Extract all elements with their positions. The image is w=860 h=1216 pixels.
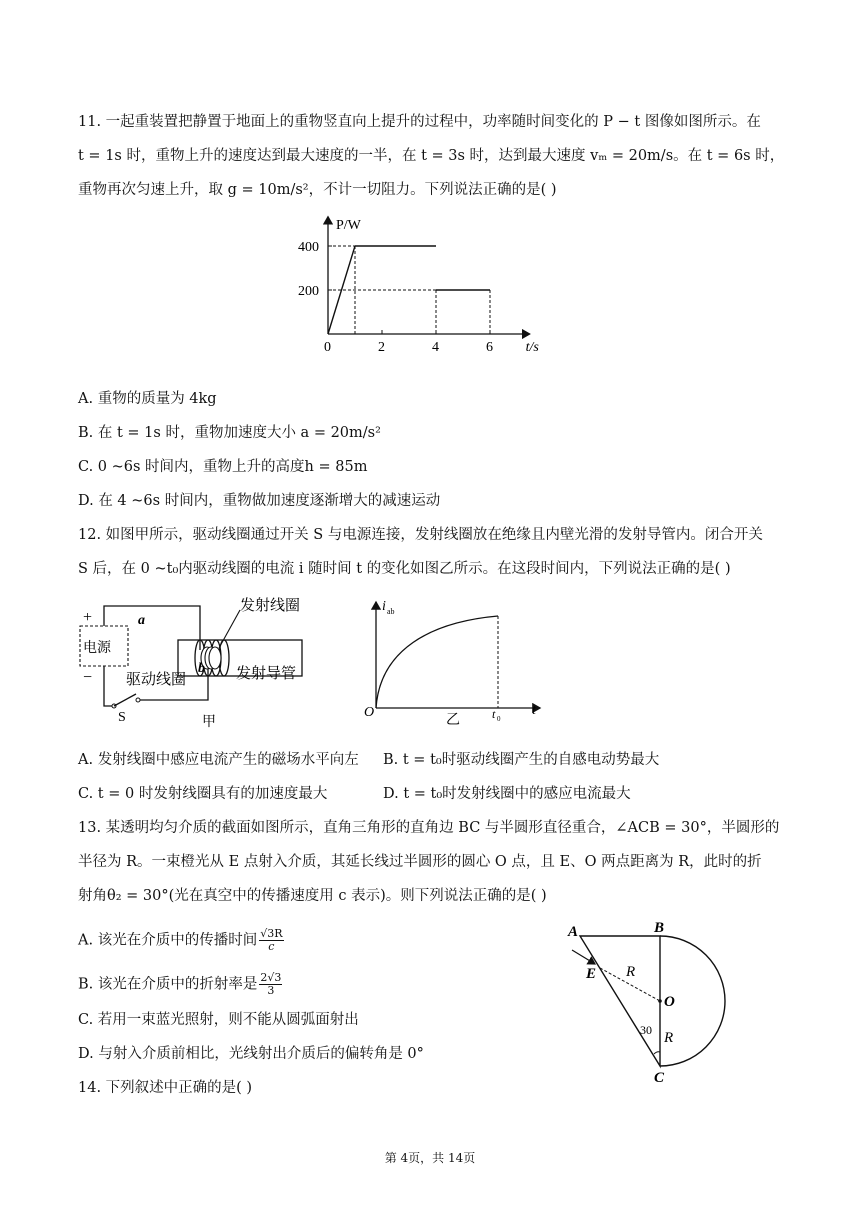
q12-option-b: B. t = t₀时驱动线圈产生的自感电动势最大 <box>383 752 660 768</box>
origin-label: O <box>364 705 375 720</box>
figure-jia-caption: 甲 <box>202 714 216 730</box>
q13-line3: 射角θ₂ = 30°(光在真空中的传播速度用 c 表示)。则下列说法正确的是( ) <box>78 888 547 904</box>
q13-option-b <box>78 972 282 997</box>
launch-coil-label: 发射线圈 <box>240 596 301 614</box>
label-angle-30: 30 <box>640 1023 652 1037</box>
q13-option-b-denominator: 3 <box>267 984 275 997</box>
q13-option-c: C. 若用一束蓝光照射，则不能从圆弧面射出 <box>78 1012 359 1028</box>
launch-coil-pointer <box>219 610 240 648</box>
q13-line2: 半径为 R。一束橙光从 E 点射入介质，其延长线过半圆形的圆心 O 点，且 E、O 两点距离为 R，此时的折 <box>78 854 762 870</box>
label-a: A <box>568 924 579 940</box>
q12-line1: 12. 如图甲所示，驱动线圈通过开关 S 与电源连接，发射线圈放在绝缘且内壁光滑的发射导管内。闭合开关 <box>78 527 763 543</box>
label-o: O <box>664 994 675 1010</box>
q11-line1: 11. 一起重装置把静置于地面上的重物竖直向上提升的过程中，功率随时间变化的 P − t 图像如图所示。在 <box>78 114 761 130</box>
incident-ray <box>572 950 595 964</box>
ylabel-i: i <box>382 599 386 614</box>
q13-option-a-text: A. 该光在介质中的传播时间 <box>78 932 258 949</box>
switch-blade <box>114 694 136 706</box>
drive-coil-label: 驱动线圈 <box>126 670 187 688</box>
label-r2: R <box>664 1030 674 1046</box>
q11-line2: t = 1s 时，重物上升的速度达到最大速度的一半，在 t = 3s 时，达到最大速度 vₘ = 20m/s。在 t = 6s 时， <box>78 148 785 164</box>
q14-line1: 14. 下列叙述中正确的是( ) <box>78 1080 253 1096</box>
ylabel-sub: ab <box>387 607 395 616</box>
q12-option-d: D. t = t₀时发射线圈中的感应电流最大 <box>383 786 631 802</box>
center-o-dot <box>658 999 662 1003</box>
power-time-chart <box>290 196 580 361</box>
y-tick-label: 200 <box>298 284 319 299</box>
x-tick-label: 2 <box>378 340 385 355</box>
y-axis-label: P/W <box>336 217 361 233</box>
t0-label: t <box>492 707 496 721</box>
minus-label: − <box>83 669 93 686</box>
x-tick-label: 4 <box>432 340 439 355</box>
q12-option-a: A. 发射线圈中感应电流产生的磁场水平向左 <box>78 752 359 768</box>
q13-line1: 13. 某透明均匀介质的截面如图所示，直角三角形的直角边 BC 与半圆形直径重合，∠ACB = 30°，半圆形的 <box>78 820 780 836</box>
label-r1: R <box>626 964 636 980</box>
q11-option-d: D. 在 4 ~6s 时间内，重物做加速度逐渐增大的减速运动 <box>78 493 441 509</box>
q13-option-b-numerator: 2√3 <box>260 971 282 984</box>
q13-option-a-numerator: √3R <box>260 927 283 940</box>
q11-line3: 重物再次匀速上升，取 g = 10m/s²，不计一切阻力。下列说法正确的是( ) <box>78 182 557 198</box>
q13-option-a-denominator: c <box>268 940 275 953</box>
node-a-label: a <box>138 613 145 628</box>
q11-option-c: C. 0 ~6s 时间内，重物上升的高度h = 85m <box>78 459 368 475</box>
label-e: E <box>586 966 597 982</box>
angle-arc <box>654 1052 660 1054</box>
switch-label: S <box>118 710 126 725</box>
xlabel-t: t <box>532 703 536 718</box>
y-tick-label: 400 <box>298 240 319 255</box>
figure-yi-current-time-graph <box>360 590 550 740</box>
page-footer: 第 4页，共 14页 <box>384 1151 476 1165</box>
figure-yi-caption: 乙 <box>446 712 460 728</box>
launch-tube-label: 发射导管 <box>236 664 297 682</box>
label-b: B <box>654 920 665 936</box>
triangle-abc <box>580 936 660 1066</box>
label-c: C <box>654 1070 665 1086</box>
x-tick-label: 6 <box>486 340 493 355</box>
plus-label: + <box>83 609 93 626</box>
q13-option-a <box>78 928 284 953</box>
figure-q13-prism <box>560 914 740 1094</box>
q12-option-c: C. t = 0 时发射线圈具有的加速度最大 <box>78 786 328 802</box>
q13-option-d: D. 与射入介质前相比，光线射出介质后的偏转角是 0° <box>78 1046 424 1062</box>
power-source-label: 电源 <box>83 640 111 656</box>
figure-jia-coil-circuit <box>74 588 344 738</box>
x-axis-label: t/s <box>525 340 539 355</box>
q13-option-b-text: B. 该光在介质中的折射率是 <box>78 976 258 993</box>
t0-sub: 0 <box>497 715 501 723</box>
node-b-label: b <box>198 661 205 676</box>
q11-option-a: A. 重物的质量为 4kg <box>78 391 217 407</box>
q12-line2: S 后，在 0 ~t₀内驱动线圈的电流 i 随时间 t 的变化如图乙所示。在这段时间内，下列说法正确的是( ) <box>78 561 731 577</box>
x-tick-label: 0 <box>324 340 331 355</box>
current-curve <box>376 616 498 708</box>
q11-option-b: B. 在 t = 1s 时，重物加速度大小 a = 20m/s² <box>78 425 381 441</box>
